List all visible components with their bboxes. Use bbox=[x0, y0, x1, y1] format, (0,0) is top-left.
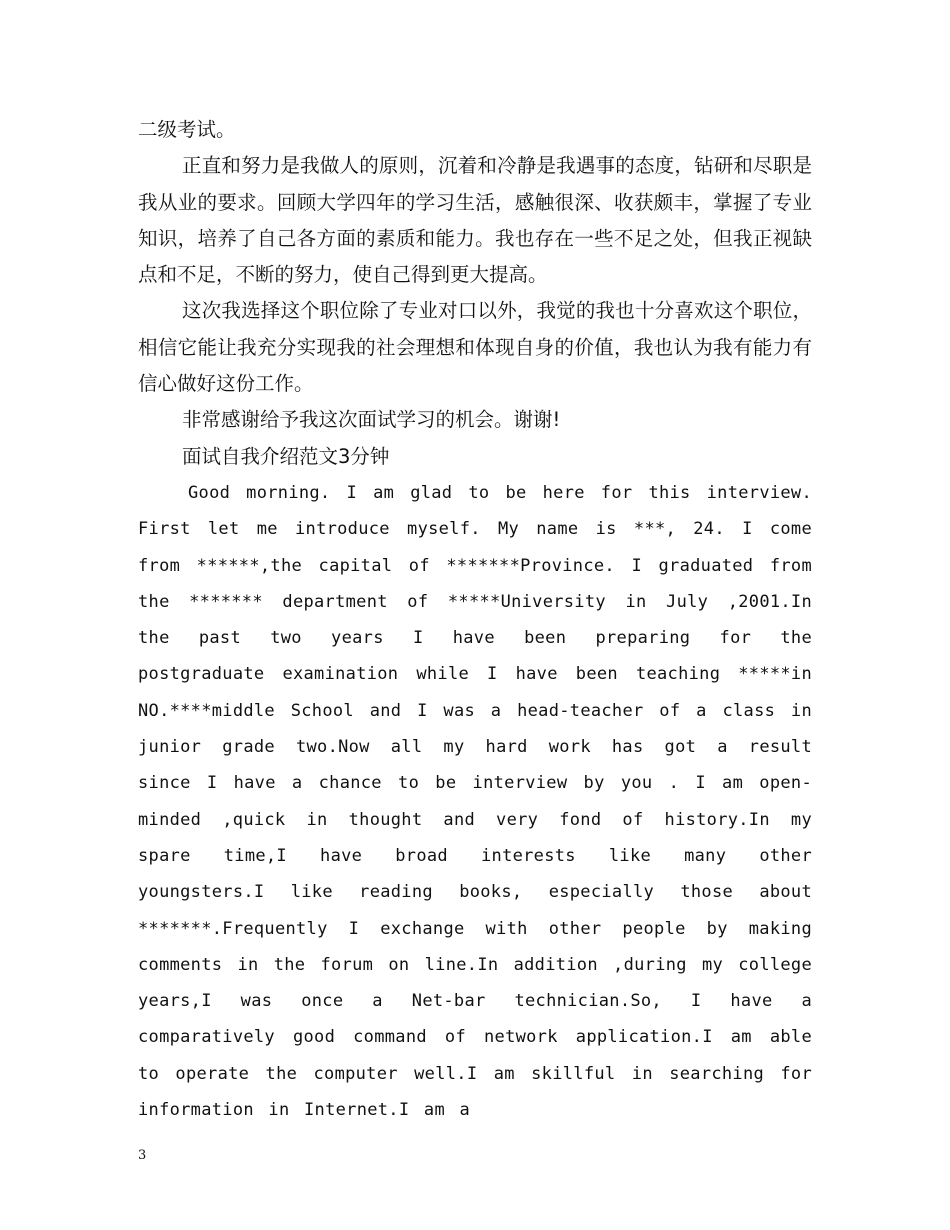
paragraph-english-introduction: Good morning. I am glad to be here for this interview. First let me introduce myself. My name is ***, 24. I come from ******,the capital of *******Province. I graduated from the ******* department of *****University in July ,2001.In the past two years I have been preparing for the postgraduate examination while I have been teaching *****in NO.****middle School and I was a head-teacher of a class in junior grade two.Now all my hard work has got a result since I have a chance to be interview by you . I am open-minded ,quick in thought and very fond of history.In my spare time,I have broad interests like many other youngsters.I like reading books, especially those about *******.Frequently I exchange with other people by making comments in the forum on line.In addition ,during my college years,I was once a Net-bar technician.So, I have a comparatively good command of network application.I am able to operate the computer well.I am skillful in searching for information in Internet.I am a bbox=[138, 482, 812, 1121]
paragraph-principles: 正直和努力是我做人的原则，沉着和冷静是我遇事的态度，钻研和尽职是我从业的要求。回顾大学四年的学习生活，感触很深、收获颇丰，掌握了专业知识，培养了自己各方面的素质和能力。我也存在一些不足之处，但我正视缺点和不足，不断的努力，使自己得到更大提高。 bbox=[138, 154, 812, 287]
paragraph-position-choice: 这次我选择这个职位除了专业对口以外，我觉的我也十分喜欢这个职位，相信它能让我充分实现我的社会理想和体现自身的价值，我也认为我有能力有信心做好这份工作。 bbox=[138, 299, 812, 396]
document-body bbox=[138, 112, 812, 1128]
paragraph-thanks: 非常感谢给予我这次面试学习的机会。谢谢! bbox=[182, 408, 561, 432]
paragraph-exam-continuation: 二级考试。 bbox=[138, 118, 236, 141]
page-number: 3 bbox=[138, 1148, 147, 1163]
section-heading: 面试自我介绍范文3分钟 bbox=[182, 444, 390, 468]
